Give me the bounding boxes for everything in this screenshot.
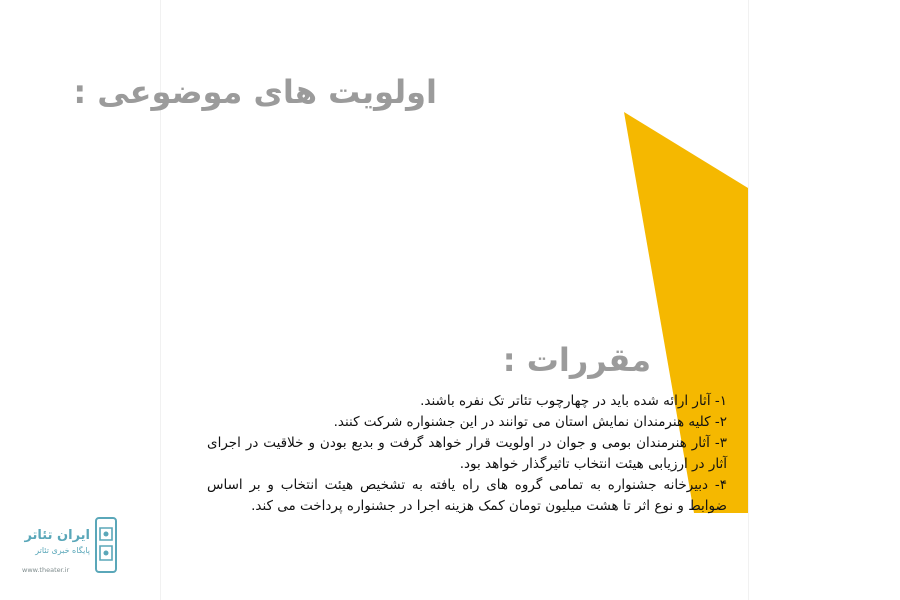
logo-tagline: پایگاه خبری تئاتر [35, 546, 90, 555]
logo-url[interactable]: www.theater.ir [22, 566, 70, 574]
rule-item: ۳- آثار هنرمندان بومی و جوان در اولویت قرار خواهد گرفت و بدیع بودن و خلاقیت در اجرای آثار در ارزیابی هیئت انتخاب تاثیرگذار خواهد بود. [207, 435, 727, 472]
priorities-heading: اولویت های موضوعی : [73, 73, 437, 111]
logo-name: ایران تئاتر [24, 528, 90, 543]
rule-item: ۲- کلیه هنرمندان نمایش استان می توانند در این جشنواره شرکت کنند. [333, 414, 727, 430]
rules-list [207, 391, 727, 517]
theater-emblem-icon [92, 516, 120, 574]
rule-item: ۴- دبیرخانه جشنواره به تمامی گروه های راه یافته به تشخیص هیئت انتخاب و بر اساس ضوابط و نوع اثر تا هشت میلیون تومان کمک هزینه اجرا در جشنواره پرداخت می کند. [207, 477, 727, 514]
rule-item: ۱- آثار ارائه شده باید در چهارچوب تئاتر تک نفره باشند. [420, 393, 727, 409]
iran-theater-logo[interactable] [20, 516, 120, 578]
rules-heading: مقررات : [502, 341, 651, 379]
